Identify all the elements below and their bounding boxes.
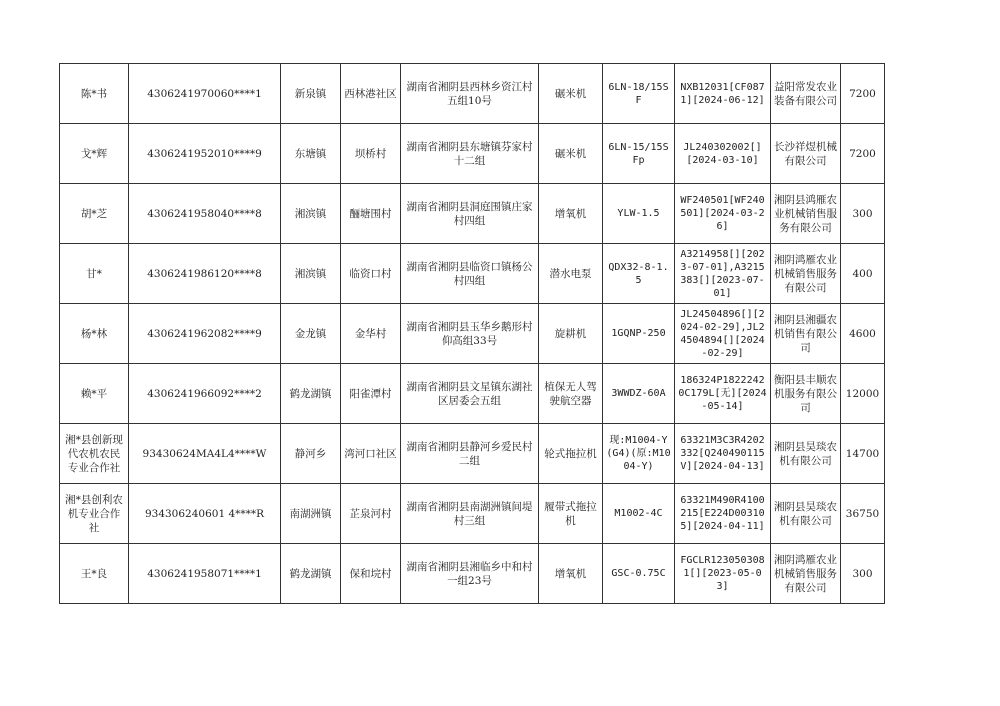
town-cell: 东塘镇 bbox=[281, 124, 341, 184]
model-cell: 1GQNP-250 bbox=[603, 304, 675, 364]
id-number-cell: 4306241958071****1 bbox=[129, 544, 281, 604]
machine-type-cell: 增氧机 bbox=[539, 544, 603, 604]
machine-type-cell: 碾米机 bbox=[539, 64, 603, 124]
applicant-name-cell: 甘* bbox=[60, 244, 129, 304]
village-cell: 坝桥村 bbox=[341, 124, 401, 184]
subsidy-amount-cell: 300 bbox=[841, 184, 885, 244]
subsidy-amount-cell: 4600 bbox=[841, 304, 885, 364]
table-row bbox=[60, 184, 885, 244]
address-cell: 湖南省湘阴县湘临乡中和村一组23号 bbox=[401, 544, 539, 604]
id-number-cell: 4306241958040****8 bbox=[129, 184, 281, 244]
address-cell: 湖南省湘阴县文星镇东湖社区居委会五组 bbox=[401, 364, 539, 424]
machine-type-cell: 潜水电泵 bbox=[539, 244, 603, 304]
village-cell: 湾河口社区 bbox=[341, 424, 401, 484]
dealer-company-cell: 长沙祥煜机械有限公司 bbox=[771, 124, 841, 184]
village-cell: 临资口村 bbox=[341, 244, 401, 304]
machine-type-cell: 碾米机 bbox=[539, 124, 603, 184]
village-cell: 芷泉河村 bbox=[341, 484, 401, 544]
certificate-cell: JL240302002[][2024-03-10] bbox=[675, 124, 771, 184]
address-cell: 湖南省湘阴县玉华乡鹅形村仰高组33号 bbox=[401, 304, 539, 364]
table-row bbox=[60, 364, 885, 424]
village-cell: 保和垸村 bbox=[341, 544, 401, 604]
subsidy-amount-cell: 7200 bbox=[841, 64, 885, 124]
certificate-cell: 186324P18222420C179L[无][2024-05-14] bbox=[675, 364, 771, 424]
table-row bbox=[60, 124, 885, 184]
applicant-name-cell: 王*良 bbox=[60, 544, 129, 604]
address-cell: 湖南省湘阴县洞庭围镇庄家村四组 bbox=[401, 184, 539, 244]
table-row bbox=[60, 484, 885, 544]
applicant-name-cell: 湘*县创利农机专业合作社 bbox=[60, 484, 129, 544]
table-row bbox=[60, 304, 885, 364]
village-cell: 西林港社区 bbox=[341, 64, 401, 124]
machine-type-cell: 轮式拖拉机 bbox=[539, 424, 603, 484]
village-cell: 阳雀潭村 bbox=[341, 364, 401, 424]
town-cell: 鹤龙湖镇 bbox=[281, 364, 341, 424]
dealer-company-cell: 湘阴县鸿雁农业机械销售服务有限公司 bbox=[771, 184, 841, 244]
applicant-name-cell: 陈*书 bbox=[60, 64, 129, 124]
dealer-company-cell: 湘阴县昊琰农机有限公司 bbox=[771, 424, 841, 484]
id-number-cell: 4306241986120****8 bbox=[129, 244, 281, 304]
model-cell: 3WWDZ-60A bbox=[603, 364, 675, 424]
applicant-name-cell: 赖*平 bbox=[60, 364, 129, 424]
address-cell: 湖南省湘阴县静河乡爱民村二组 bbox=[401, 424, 539, 484]
model-cell: YLW-1.5 bbox=[603, 184, 675, 244]
subsidy-amount-cell: 300 bbox=[841, 544, 885, 604]
certificate-cell: A3214958[][2023-07-01],A3215383[][2023-07-01] bbox=[675, 244, 771, 304]
id-number-cell: 4306241970060****1 bbox=[129, 64, 281, 124]
certificate-cell: FGCLR123050308 1[][2023-05-03] bbox=[675, 544, 771, 604]
id-number-cell: 93430624MA4L4****W bbox=[129, 424, 281, 484]
machine-type-cell: 植保无人驾驶航空器 bbox=[539, 364, 603, 424]
subsidy-amount-cell: 14700 bbox=[841, 424, 885, 484]
village-cell: 金华村 bbox=[341, 304, 401, 364]
certificate-cell: 63321M490R4100215[E224D00310 5][2024-04-11] bbox=[675, 484, 771, 544]
village-cell: 酾塘围村 bbox=[341, 184, 401, 244]
dealer-company-cell: 衡阳县丰顺农机服务有限公司 bbox=[771, 364, 841, 424]
subsidy-table bbox=[59, 63, 885, 604]
table-row bbox=[60, 424, 885, 484]
dealer-company-cell: 湘阴鸿雁农业机械销售服务有限公司 bbox=[771, 544, 841, 604]
applicant-name-cell: 戈*辉 bbox=[60, 124, 129, 184]
table-row bbox=[60, 64, 885, 124]
id-number-cell: 4306241952010****9 bbox=[129, 124, 281, 184]
table-row bbox=[60, 244, 885, 304]
dealer-company-cell: 湘阴县湘疆农机销售有限公司 bbox=[771, 304, 841, 364]
certificate-cell: JL24504896[][2024-02-29],JL24504894[][2024-02-29] bbox=[675, 304, 771, 364]
model-cell: M1002-4C bbox=[603, 484, 675, 544]
applicant-name-cell: 杨*林 bbox=[60, 304, 129, 364]
certificate-cell: 63321M3C3R4202332[Q240490115V][2024-04-13] bbox=[675, 424, 771, 484]
address-cell: 湖南省湘阴县临资口镇杨公村四组 bbox=[401, 244, 539, 304]
dealer-company-cell: 益阳常发农业装备有限公司 bbox=[771, 64, 841, 124]
table-row bbox=[60, 544, 885, 604]
machine-type-cell: 增氧机 bbox=[539, 184, 603, 244]
model-cell: 现:M1004-Y(G4)(原:M1004-Y) bbox=[603, 424, 675, 484]
town-cell: 静河乡 bbox=[281, 424, 341, 484]
town-cell: 湘滨镇 bbox=[281, 244, 341, 304]
certificate-cell: WF240501[WF240501][2024-03-26] bbox=[675, 184, 771, 244]
address-cell: 湖南省湘阴县西林乡资江村五组10号 bbox=[401, 64, 539, 124]
town-cell: 金龙镇 bbox=[281, 304, 341, 364]
model-cell: QDX32-8-1.5 bbox=[603, 244, 675, 304]
subsidy-amount-cell: 36750 bbox=[841, 484, 885, 544]
town-cell: 湘滨镇 bbox=[281, 184, 341, 244]
id-number-cell: 934306240601 4****R bbox=[129, 484, 281, 544]
address-cell: 湖南省湘阴县南湖洲镇间堤村三组 bbox=[401, 484, 539, 544]
model-cell: 6LN-18/15SF bbox=[603, 64, 675, 124]
id-number-cell: 4306241962082****9 bbox=[129, 304, 281, 364]
subsidy-amount-cell: 12000 bbox=[841, 364, 885, 424]
address-cell: 湖南省湘阴县东塘镇芬家村十二组 bbox=[401, 124, 539, 184]
town-cell: 鹤龙湖镇 bbox=[281, 544, 341, 604]
model-cell: 6LN-15/15SFp bbox=[603, 124, 675, 184]
applicant-name-cell: 湘*县创新现代农机农民专业合作社 bbox=[60, 424, 129, 484]
applicant-name-cell: 胡*芝 bbox=[60, 184, 129, 244]
subsidy-amount-cell: 7200 bbox=[841, 124, 885, 184]
subsidy-amount-cell: 400 bbox=[841, 244, 885, 304]
dealer-company-cell: 湘阴鸿雁农业机械销售服务有限公司 bbox=[771, 244, 841, 304]
id-number-cell: 4306241966092****2 bbox=[129, 364, 281, 424]
machine-type-cell: 履带式拖拉机 bbox=[539, 484, 603, 544]
machine-type-cell: 旋耕机 bbox=[539, 304, 603, 364]
certificate-cell: NXB12031[CF0871][2024-06-12] bbox=[675, 64, 771, 124]
model-cell: GSC-0.75C bbox=[603, 544, 675, 604]
dealer-company-cell: 湘阴县昊琰农机有限公司 bbox=[771, 484, 841, 544]
town-cell: 新泉镇 bbox=[281, 64, 341, 124]
town-cell: 南湖洲镇 bbox=[281, 484, 341, 544]
